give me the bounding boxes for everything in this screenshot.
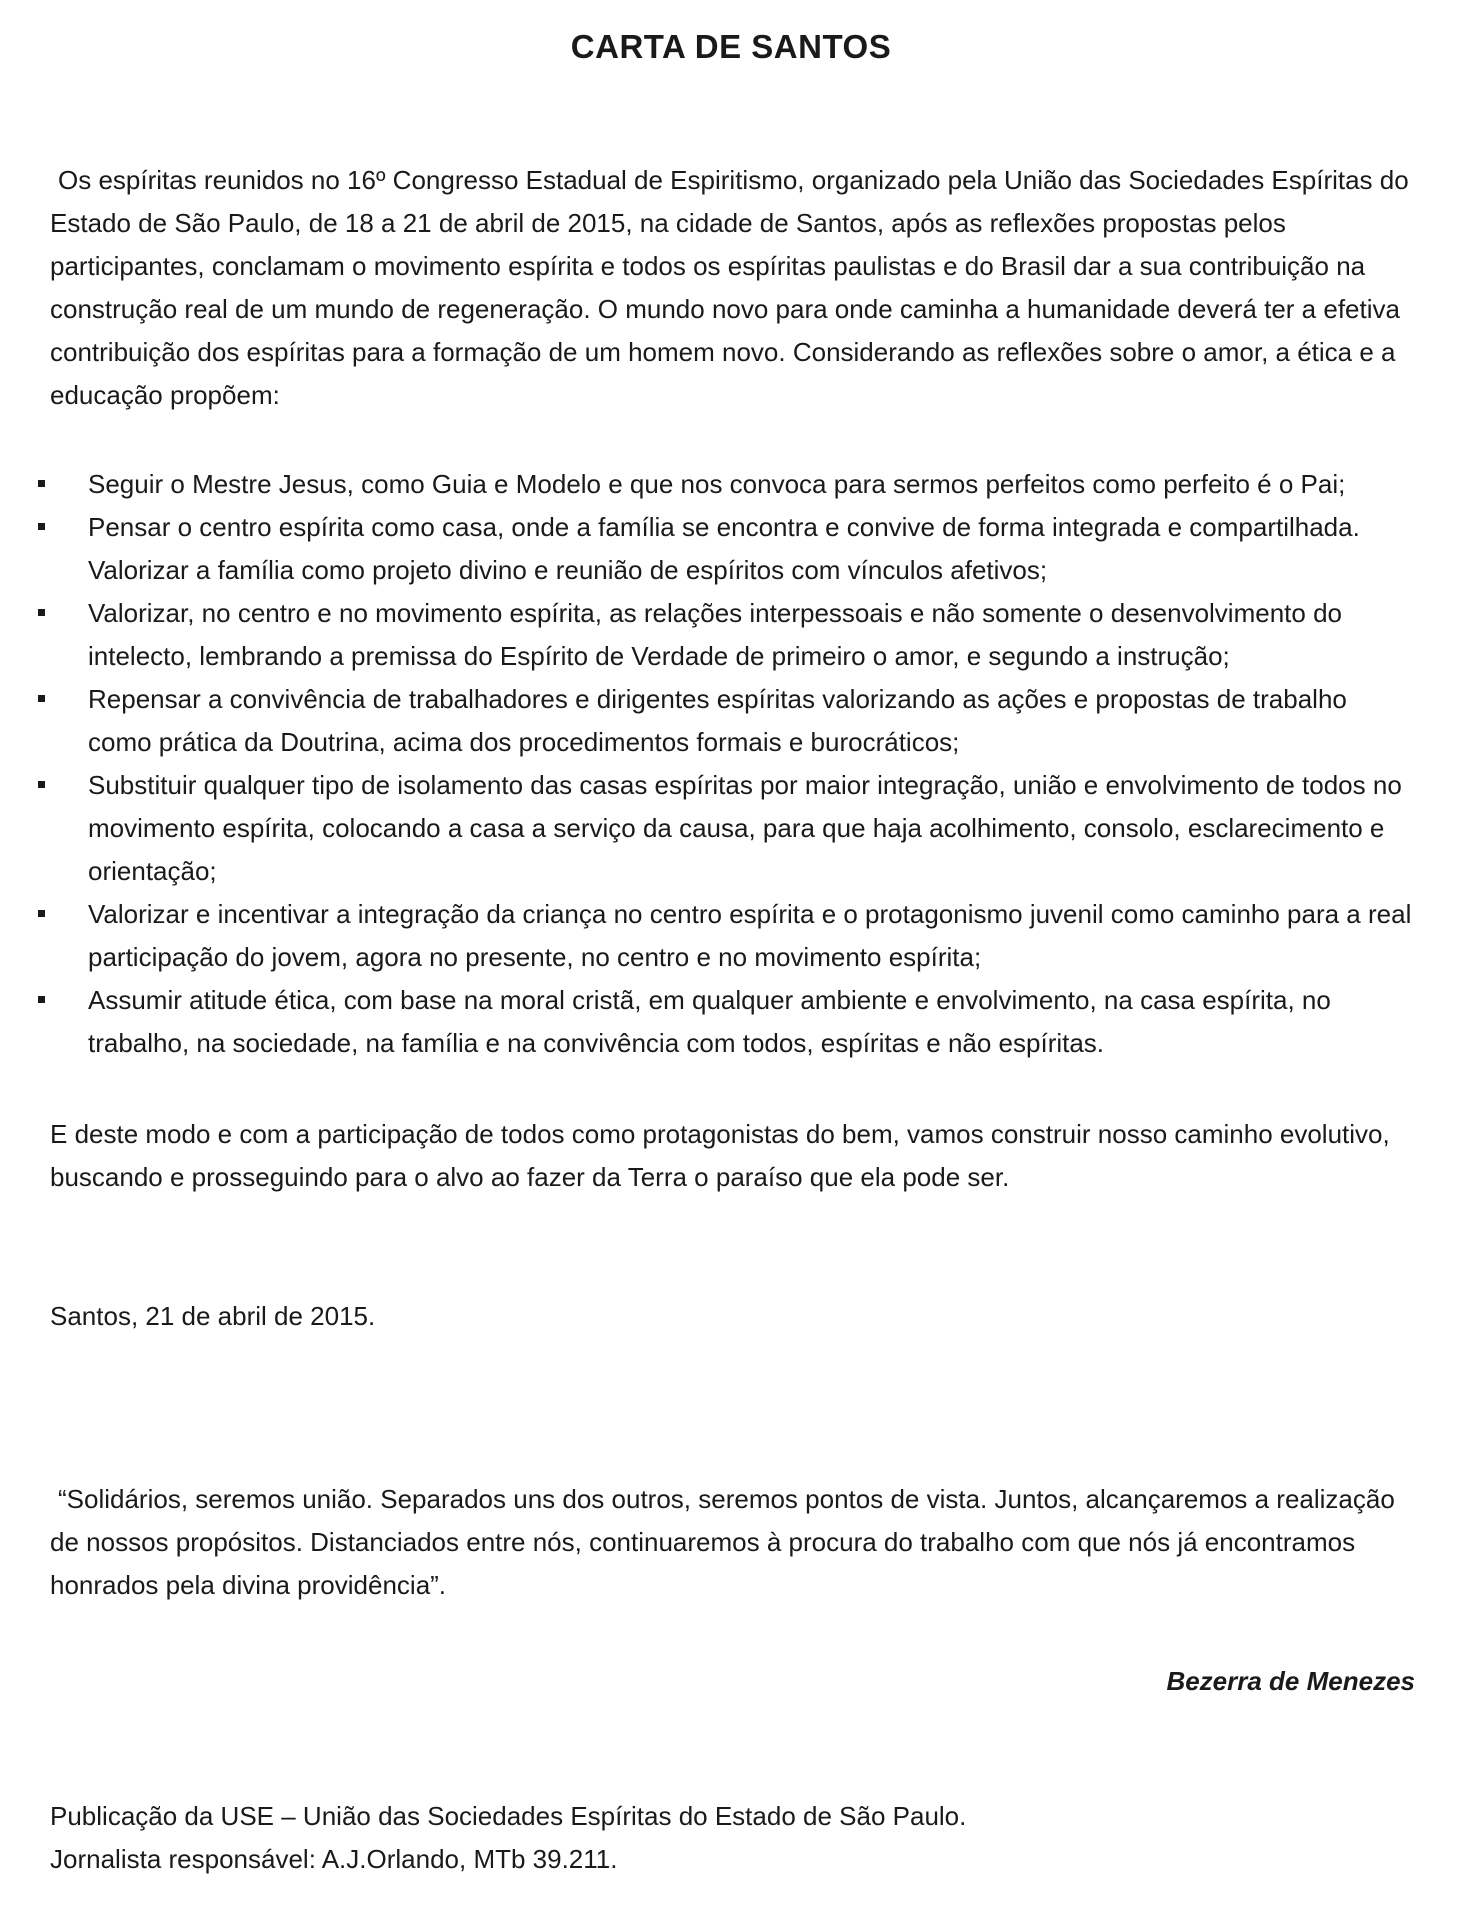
intro-paragraph: Os espíritas reunidos no 16º Congresso Estadual de Espiritismo, organizado pela União das Sociedades Espíritas do Estado de São Paulo, de 18 a 21 de abril de 2015, na cidade de Santos, após as reflexões propostas pelos participantes, conclamam o movimento espírita e todos os espíritas paulistas e do Brasil dar a sua contribuição na construção real de um mundo de regeneração. O mundo novo para onde caminha a humanidade deverá ter a efetiva contribuição dos espíritas para a formação de um homem novo. Considerando as reflexões sobre o amor, a ética e a educação propõem:: [50, 165, 1409, 410]
bullet-square-icon: [38, 523, 45, 530]
footer-journalist: Jornalista responsável: A.J.Orlando, MTb 39.211.: [50, 1844, 618, 1874]
date-line: Santos, 21 de abril de 2015.: [50, 1301, 376, 1331]
list-item: [50, 979, 1415, 1065]
list-item-text: Substituir qualquer tipo de isolamento das casas espíritas por maior integração, união e envolvimento de todos no movimento espírita, colocando a casa a serviço da causa, para que haja acolhimento, consolo, esclarecimento e orientação;: [88, 770, 1402, 886]
bullet-square-icon: [38, 910, 45, 917]
quote-paragraph: “Solidários, seremos união. Separados uns dos outros, seremos pontos de vista. Juntos, alcançaremos a realização de nossos propósitos. Distanciados entre nós, continuaremos à procura do trabalho com que nós já encontramos honrados pela divina providência”.: [50, 1484, 1395, 1600]
list-item: [50, 893, 1415, 979]
list-item-text: Repensar a convivência de trabalhadores e dirigentes espíritas valorizando as ações e propostas de trabalho como prática da Doutrina, acima dos procedimentos formais e burocráticos;: [88, 684, 1347, 757]
bullet-square-icon: [38, 609, 45, 616]
list-item: [50, 678, 1415, 764]
list-item-text: Pensar o centro espírita como casa, onde a família se encontra e convive de forma integrada e compartilhada. Valorizar a família como projeto divino e reunião de espíritos com vínculos afetivos;: [88, 512, 1360, 585]
list-item: [50, 764, 1415, 893]
proposals-list: [50, 463, 1415, 1065]
footer-publisher: Publicação da USE – União das Sociedades Espíritas do Estado de São Paulo.: [50, 1801, 967, 1831]
list-item-text: Valorizar e incentivar a integração da criança no centro espírita e o protagonismo juvenil como caminho para a real participação do jovem, agora no presente, no centro e no movimento espírita;: [88, 899, 1412, 972]
closing-paragraph: E deste modo e com a participação de todos como protagonistas do bem, vamos construir nosso caminho evolutivo, buscando e prosseguindo para o alvo ao fazer da Terra o paraíso que ela pode ser.: [50, 1119, 1390, 1192]
list-item: [50, 592, 1415, 678]
bullet-square-icon: [38, 695, 45, 702]
list-item: [50, 463, 1415, 506]
list-item: [50, 506, 1415, 592]
bullet-square-icon: [38, 480, 45, 487]
quote-author: Bezerra de Menezes: [1166, 1666, 1415, 1696]
bullet-square-icon: [38, 781, 45, 788]
list-item-text: Assumir atitude ética, com base na moral cristã, em qualquer ambiente e envolvimento, na casa espírita, no trabalho, na sociedade, na família e na convivência com todos, espíritas e não espíritas.: [88, 985, 1331, 1058]
bullet-square-icon: [38, 996, 45, 1003]
list-item-text: Valorizar, no centro e no movimento espírita, as relações interpessoais e não somente o desenvolvimento do intelecto, lembrando a premissa do Espírito de Verdade de primeiro o amor, e segundo a instrução;: [88, 598, 1342, 671]
document-title: CARTA DE SANTOS: [570, 28, 892, 65]
publication-footer: [50, 1795, 1415, 1881]
list-item-text: Seguir o Mestre Jesus, como Guia e Modelo e que nos convoca para sermos perfeitos como perfeito é o Pai;: [88, 469, 1346, 499]
